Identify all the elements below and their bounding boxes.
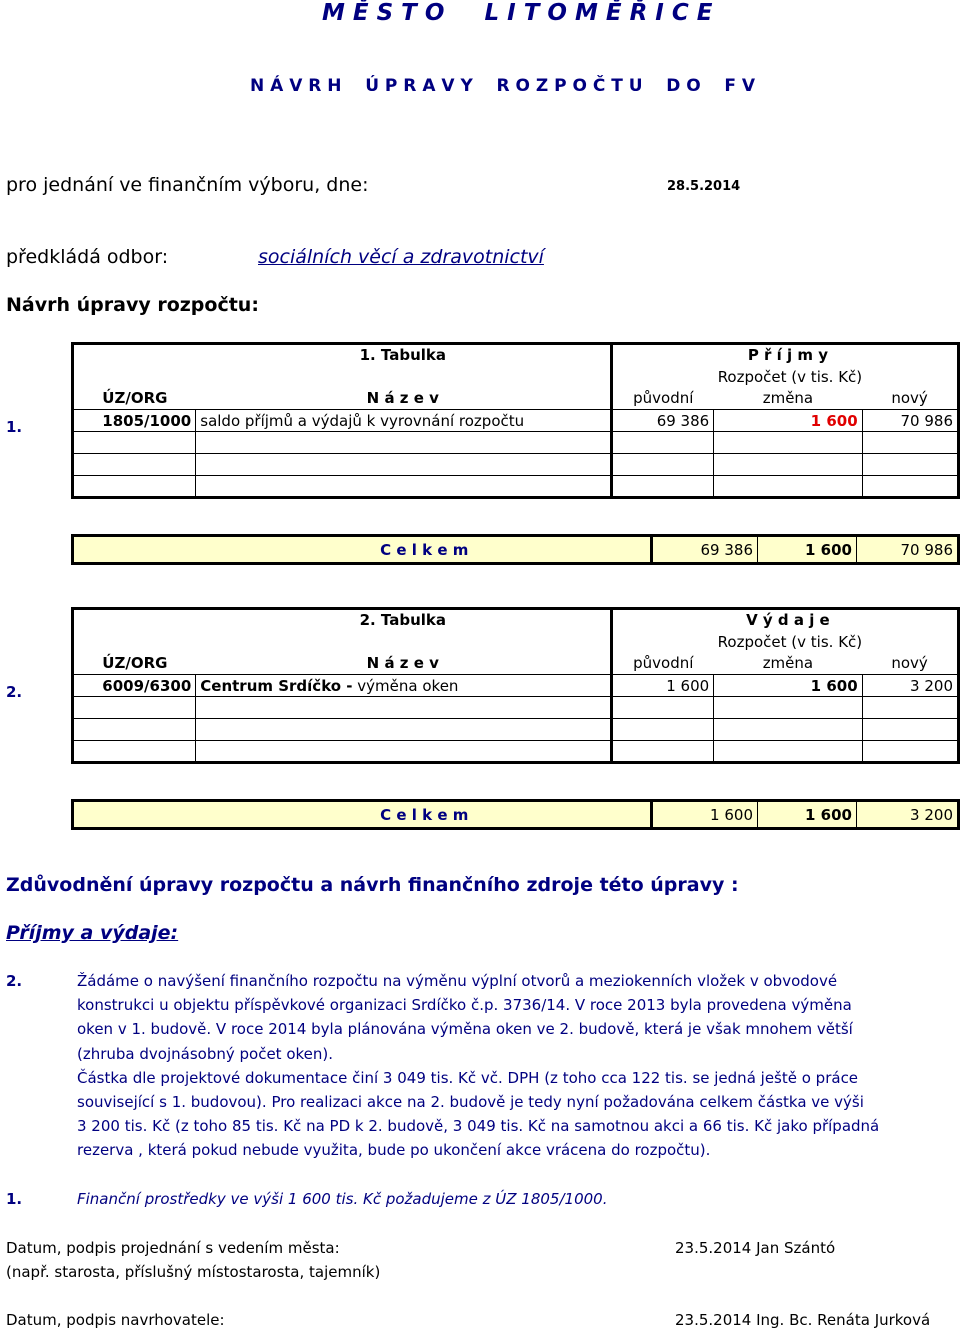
total-new: 70 986 <box>857 536 959 564</box>
income-total-table <box>71 534 960 565</box>
proposal-label: Návrh úpravy rozpočtu: <box>6 294 259 316</box>
funding-source-text: Finanční prostředky ve výši 1 600 tis. Kč požadujeme z ÚZ 1805/1000. <box>77 1190 608 1208</box>
management-signature-value: 23.5.2014 Jan Szántó <box>675 1239 836 1257</box>
col-original: původní <box>611 388 713 410</box>
section-label: V ý d a j e <box>714 609 862 631</box>
expense-table <box>71 607 960 764</box>
total-label: C e l k e m <box>199 536 652 564</box>
total-row <box>73 801 959 829</box>
total-original: 69 386 <box>652 536 758 564</box>
proposer-signature-label: Datum, podpis navrhovatele: <box>6 1311 225 1329</box>
row-number: 2. <box>6 683 23 701</box>
item-name: saldo příjmů a výdajů k vyrovnání rozpočtu <box>196 410 612 432</box>
department-name: sociálních věcí a zdravotnictví <box>258 246 544 268</box>
col-change: změna <box>714 653 862 675</box>
item-name: Centrum Srdíčko - výměna oken <box>196 675 612 697</box>
management-signature-hint: (např. starosta, příslušný místostarosta, tajemník) <box>6 1263 381 1281</box>
col-uz: ÚZ/ORG <box>73 388 196 410</box>
committee-label: pro jednání ve finančním výboru, dne: <box>6 174 369 196</box>
total-new: 3 200 <box>857 801 959 829</box>
justification-paragraph: Žádáme o navýšení finančního rozpočtu na výměnu výplní otvorů a meziokenních vložek v obvodové konstrukci u objektu příspěvkové organizaci Srdíčko č.p. 3736/14. V roce 2013 byla provedena výměna oken v 1. budově. V roce 2014 byla plánována výměna oken ve 2. budově, která je však mnohem větší (zhruba dvojnásobný počet oken). Částka dle projektové dokumentace činí 3 049 tis. Kč vč. DPH (z toho cca 122 tis. se jedná ještě o práce související s 1. budovou). Pro realizaci akce na 2. budově je tedy nyní požadována celkem částka ve výši 3 200 tis. Kč (z toho 85 tis. Kč na PD k 2. budově, 3 049 tis. Kč na samotnou akci a 66 tis. Kč jako případná rezerva , která pokud nebude využita, bude po ukončení akce vrácena do rozpočtu). <box>77 972 880 1160</box>
col-name: N á z e v <box>196 653 612 675</box>
value-change: 1 600 <box>714 410 862 432</box>
total-original: 1 600 <box>652 801 758 829</box>
total-row <box>73 536 959 564</box>
committee-date: 28.5.2014 <box>667 179 741 194</box>
total-change: 1 600 <box>758 801 857 829</box>
submitted-by-label: předkládá odbor: <box>6 246 169 268</box>
section-label: P ř í j m y <box>714 344 862 366</box>
col-original: původní <box>611 653 713 675</box>
budget-label: Rozpočet (v tis. Kč) <box>717 367 863 386</box>
value-new: 3 200 <box>862 675 958 697</box>
table-row <box>73 675 959 697</box>
row-number: 1. <box>6 418 23 436</box>
item-number: 1. <box>6 1190 23 1208</box>
uz-code: 6009/6300 <box>73 675 196 697</box>
justification-heading: Zdůvodnění úpravy rozpočtu a návrh finančního zdroje této úpravy : <box>6 874 739 896</box>
city-title: M Ě S T O L I T O M Ě Ř I C E <box>322 0 713 26</box>
col-new: nový <box>862 388 958 410</box>
proposal-title: N Á V R H Ú P R A V Y R O Z P O Č T U D O F V <box>250 76 756 96</box>
expense-total-table <box>71 799 960 830</box>
uz-code: 1805/1000 <box>73 410 196 432</box>
proposer-signature-value: 23.5.2014 Ing. Bc. Renáta Jurková <box>675 1311 931 1329</box>
total-change: 1 600 <box>758 536 857 564</box>
budget-label: Rozpočet (v tis. Kč) <box>717 632 863 651</box>
col-change: změna <box>714 388 862 410</box>
value-new: 70 986 <box>862 410 958 432</box>
table-row <box>73 410 959 432</box>
item-number: 2. <box>6 972 23 990</box>
col-uz: ÚZ/ORG <box>73 653 196 675</box>
income-expense-subheading: Příjmy a výdaje: <box>6 922 179 944</box>
table-title: 2. Tabulka <box>196 609 612 631</box>
value-original: 1 600 <box>611 675 713 697</box>
value-change: 1 600 <box>714 675 862 697</box>
income-table <box>71 342 960 499</box>
col-name: N á z e v <box>196 388 612 410</box>
total-label: C e l k e m <box>199 801 652 829</box>
management-signature-label: Datum, podpis projednání s vedením města: <box>6 1239 340 1257</box>
table-title: 1. Tabulka <box>196 344 612 366</box>
value-original: 69 386 <box>611 410 713 432</box>
col-new: nový <box>862 653 958 675</box>
